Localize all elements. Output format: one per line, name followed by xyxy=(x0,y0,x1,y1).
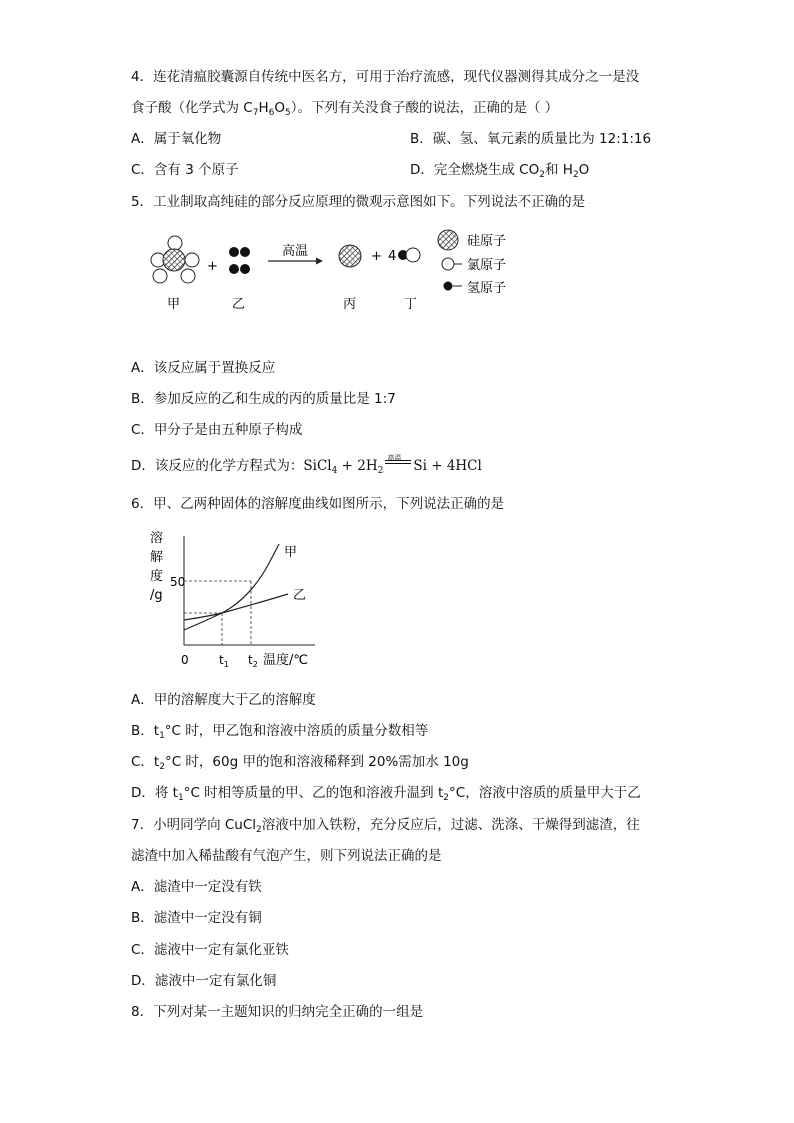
xlabel: 温度/℃ xyxy=(263,653,308,668)
ylabel: 溶 xyxy=(150,531,164,546)
q6-option-b-part: B．t xyxy=(131,723,160,739)
q4-stem-part: O xyxy=(274,100,285,116)
q7-option-a: A．滤渣中一定没有铁 xyxy=(131,879,262,895)
q6-option-b xyxy=(131,721,428,741)
q6-option-d-part: °C，溶液中溶质的质量甲大于乙 xyxy=(449,785,641,801)
q5-option-b: B．参加反应的乙和生成的丙的质量比是 1:7 xyxy=(131,391,396,407)
q4-stem-line2 xyxy=(131,98,558,118)
q7-option-c: C．滤液中一定有氯化亚铁 xyxy=(131,942,289,958)
q7-stem-line1 xyxy=(131,815,640,835)
q6-option-c-part: °C 时，60g 甲的饱和溶液稀释到 20%需加水 10g xyxy=(164,754,469,770)
molecule-bing xyxy=(339,245,361,267)
legend-h xyxy=(444,281,507,296)
origin-label: 0 xyxy=(181,653,189,667)
molecule-ding xyxy=(398,248,420,262)
q4-option-a: A．属于氧化物 xyxy=(131,131,222,147)
q4-stem-line1: 4．连花清瘟胶囊源自传统中医名方，可用于治疗流感，现代仪器测得其成分之一是没 xyxy=(131,69,640,85)
q6-option-d xyxy=(131,783,641,803)
q4-sub: 5 xyxy=(284,108,291,118)
legend-cl-label: 氯原子 xyxy=(467,258,507,273)
t2-letter: t xyxy=(248,653,253,667)
q6-option-b-part: °C 时，甲乙饱和溶液中溶质的质量分数相等 xyxy=(164,723,429,739)
q4-option-d-part: 和 H xyxy=(544,162,573,178)
equation-plus: + 2H xyxy=(337,458,378,474)
label-yi: 乙 xyxy=(232,297,246,312)
curve-yi xyxy=(184,594,288,630)
equation-line xyxy=(385,463,411,464)
solubility-graph xyxy=(140,526,330,676)
q5-stem: 5．工业制取高纯硅的部分反应原理的微观示意图如下。下列说法不正确的是 xyxy=(131,194,586,210)
q5-option-d xyxy=(131,456,482,476)
q4-sub: 6 xyxy=(268,108,275,118)
tick-50: 50 xyxy=(170,575,186,589)
t2-label xyxy=(248,653,258,669)
molecule-jia xyxy=(151,236,199,283)
q4-stem-part: 食子酸（化学式为 C xyxy=(131,100,253,116)
guide-lines xyxy=(184,581,251,645)
q4-option-c: C．含有 3 个原子 xyxy=(131,162,239,178)
q5-option-c: C．甲分子是由五种原子构成 xyxy=(131,422,303,438)
t1-letter: t xyxy=(219,653,224,667)
eq-sub: 4 xyxy=(331,466,338,476)
q6-sub: 2 xyxy=(159,762,165,772)
q8-stem: 8．下列对某一主题知识的归纳完全正确的一组是 xyxy=(131,1004,424,1020)
q7-stem-part: 7．小明同学向 CuCl xyxy=(131,817,257,833)
q7-option-b: B．滤渣中一定没有铜 xyxy=(131,910,262,926)
q7-stem-part: 溶液中加入铁粉，充分反应后，过滤、洗涤、干燥得到滤渣，往 xyxy=(261,817,640,833)
legend-cl xyxy=(442,258,506,273)
plus-sign: + xyxy=(371,249,382,264)
legend-si-label: 硅原子 xyxy=(467,234,507,249)
q4-option-d xyxy=(410,160,589,180)
legend-h-label: 氢原子 xyxy=(467,281,507,296)
eq-sub: 2 xyxy=(377,466,384,476)
q4-option-b: B．碳、氢、氧元素的质量比为 12:1:16 xyxy=(410,131,652,147)
q6-sub: 1 xyxy=(159,731,165,741)
condition-label: 高温 xyxy=(282,244,309,259)
q6-option-c-part: C．t xyxy=(131,754,160,770)
t2-sub: 2 xyxy=(252,660,258,669)
label-jia: 甲 xyxy=(167,297,181,312)
curve-yi-label: 乙 xyxy=(293,588,307,603)
curve-jia xyxy=(184,544,279,620)
q5-option-d-prefix: D．该反应的化学方程式为： xyxy=(131,458,304,474)
ylabel: 度 xyxy=(150,569,164,584)
equation-right: Si + 4HCl xyxy=(413,458,482,474)
equation-left: SiCl xyxy=(303,458,332,474)
q4-sub: 2 xyxy=(572,170,579,180)
q6-stem: 6．甲、乙两种固体的溶解度曲线如图所示，下列说法正确的是 xyxy=(131,496,505,512)
q5-reaction-diagram xyxy=(140,222,540,322)
ylabel: /g xyxy=(150,588,163,603)
label-ding: 丁 xyxy=(404,297,418,312)
q7-stem-line2: 滤渣中加入稀盐酸有气泡产生，则下列说法正确的是 xyxy=(131,848,442,864)
q7-sub: 2 xyxy=(256,825,262,835)
equation-condition: 高温 xyxy=(387,454,402,462)
equation-line xyxy=(385,460,411,461)
t1-label xyxy=(219,653,229,669)
q7-option-d: D．滤液中一定有氯化铜 xyxy=(131,973,277,989)
q6-option-a: A．甲的溶解度大于乙的溶解度 xyxy=(131,692,316,708)
ylabel: 解 xyxy=(150,550,164,565)
q6-sub: 1 xyxy=(177,793,184,803)
q4-stem-part: ）。下列有关没食子酸的说法，正确的是（ ） xyxy=(290,100,559,116)
plus-sign: + xyxy=(207,259,218,274)
q5-option-a: A．该反应属于置换反应 xyxy=(131,360,276,376)
coefficient: 4 xyxy=(388,249,397,264)
q6-sub: 2 xyxy=(443,793,450,803)
t1-sub: 1 xyxy=(223,660,229,669)
q4-option-d-part: O xyxy=(578,162,590,178)
label-bing: 丙 xyxy=(343,297,357,312)
q4-sub: 7 xyxy=(252,108,259,118)
q6-option-c xyxy=(131,752,469,772)
molecule-yi xyxy=(229,247,250,274)
curve-jia-label: 甲 xyxy=(284,545,298,560)
q4-option-d-part: D．完全燃烧生成 CO xyxy=(410,162,540,178)
legend-si xyxy=(438,230,506,250)
q4-stem-part: H xyxy=(258,100,269,116)
q4-sub: 2 xyxy=(539,170,545,180)
q6-option-d-part: °C 时相等质量的甲、乙的饱和溶液升温到 t xyxy=(183,785,444,801)
equation-arrow xyxy=(385,456,411,470)
q6-option-d-part: D．将 t xyxy=(131,785,178,801)
